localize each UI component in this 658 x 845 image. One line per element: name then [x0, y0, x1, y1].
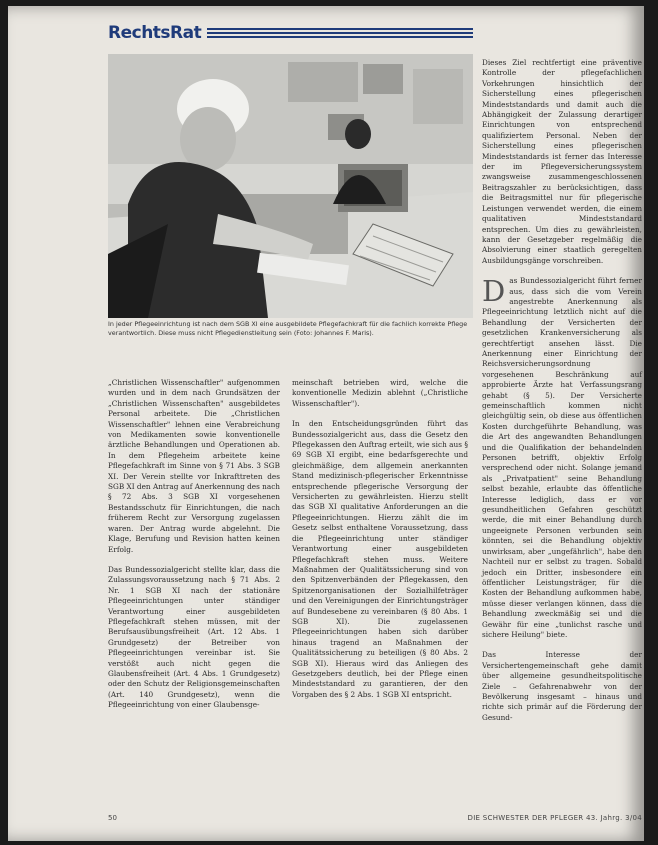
drop-cap: D — [482, 274, 506, 309]
page-number: 50 — [108, 814, 117, 822]
paragraph: Das Interesse der Versichertengemeinschaft gehe damit über allgemeine gesundheitspolitische Ziele – Gefahrenabwehr von der Bevölkerung insgesamt – hinaus und richte sich primär auf die Förderung der Gesund- — [482, 650, 642, 722]
paragraph: Das Bundessozialgericht stellte klar, dass die Zulassungsvoraussetzung nach § 71 Abs. 2 Nr. 1 SGB XI nach der stationäre Pflegeeinrichtungen unter ständiger Verantwortung einer ausgebildeten Pflegefachkraft stehen müssen, mit der Berufsausübungsfreiheit (Art. 12 Abs. 1 Grundgesetz) der Betreiber von Pflegeeinrichtungen vereinbar ist. Sie verstößt auch nicht gegen die Glaubensfreiheit (Art. 4 Abs. 1 Grundgesetz) oder den Schutz der Religionsgemeinschaften (Art. 140 Grundgesetz), wenn die Pflegeeinrichtung von einer Glaubensge- — [108, 564, 280, 710]
magazine-page — [8, 6, 644, 841]
page-footer — [108, 814, 642, 828]
section-header — [108, 22, 473, 44]
section-title: RechtsRat — [108, 23, 202, 43]
paragraph: Dieses Ziel rechtfertigt eine präventive Kontrolle der pflegefachlichen Vorkehrungen hinsichtlich der Sicherstellung eines pflegerischen Mindeststandards und damit auch die Abhängigkeit der Zulassung derartiger Einrichtungen von entsprechend qualifiziertem Personal. Neben der Sicherstellung eines pflegerischen Mindeststandards ist ferner das Interesse der im Pflegeversicherungssystem zwangsweise zusammengeschlossenen Beitragszahler zu berücksichtigen, dass die Beitragsmittel nur für pflegerische Leistungen verwendet werden, die einem qualitativen Mindeststandard entsprechen. Um dies zu gewährleisten, kann der Gesetzgeber regelmäßig die Absolvierung einer staatlich geregelten Ausbildungsgänge vorschreiben. — [482, 58, 642, 265]
journal-reference: DIE SCHWESTER DER PFLEGER 43. Jahrg. 3/04 — [467, 814, 642, 822]
article-photo — [108, 54, 473, 318]
text-column-1 — [108, 378, 280, 721]
section-rule — [207, 28, 473, 38]
paragraph: In den Entscheidungsgründen führt das Bundessozialgericht aus, dass die Gesetz den Pflegekassen den Auftrag erteilt, wie sich aus § 69 SGB XI ergibt, eine bedarfsgerechte und gleichmäßige, dem allgemein anerkannten Stand medizinisch-pflegerischer Erkenntnisse entsprechende pflegerische Versorgung der Versicherten zu gewährleisten. Hierzu stellt das SGB XI qualitative Anforderungen an die Pflegeeinrichtungen. Hierzu zählt die im Gesetz selbst enthaltene Voraussetzung, dass die Pflegeeinrichtung unter ständiger Verantwortung einer ausgebildeten Pflegefachkraft stehen muss. Weitere Maßnahmen der Qualitätssicherung sind von den Spitzenverbänden der Pflegekassen, den Spitzenorganisationen der Sozialhilfeträger und den Vereinigungen der Einrichtungsträger auf Bundesebene zu vereinbaren (§ 80 Abs. 1 SGB XI). Die zugelassenen Pflegeeinrichtungen haben sich darüber hinaus tragend an Maßnahmen der Qualitätssicherung zu beteiligen (§ 80 Abs. 2 SGB XI). Hieraus wird das Anliegen des Gesetzgebers deutlich, bei der Pflege einen Mindeststandard zu garantieren, der den Vorgaben des § 2 Abs. 1 SGB XI entspricht. — [292, 419, 468, 699]
office-scene-image — [108, 54, 473, 318]
paragraph-with-drop-cap — [482, 276, 642, 640]
paragraph: „Christlichen Wissenschaftler" aufgenommen wurden und in dem nach Grundsätzen der „Christlichen Wissenschaften" ausgebildetes Personal arbeitete. Die „Christlichen Wissenschaftler" lehnen eine Verabreichung von Medikamenten sowie konventionelle ärztliche Behandlungen und Operationen ab. In dem Pflegeheim arbeitete keine Pflegefachkraft im Sinne von § 71 Abs. 3 SGB XI. Der Verein stellte vor Inkrafttreten des SGB XI den Antrag auf Anerkennung des nach § 72 Abs. 3 SGB XI vorgesehenen Bestandsschutz für Einrichtungen, die nach früherem Recht zur Versorgung zugelassen waren. Der Antrag wurde abgelehnt. Die Klage, Berufung und Revision hatten keinen Erfolg. — [108, 378, 280, 554]
text-column-2 — [292, 378, 468, 710]
paragraph-text: as Bundessozialgericht führt ferner aus, dass sich die vom Verein angestrebte Anerkennung als Pflegeeinrichtung letztlich nicht auf die Behandlung der Versicherten der gesetzlichen Krankenversicherung als gerechtfertigt ansehen lässt. Die Anerkennung einer Einrichtung der Reichsversicherungsordnung vorgesehenen Beschränkung auf approbierte Ärzte hat Verfassungsrang gehabt (§ 5). Der Versicherte gemeinschaftlich kommen nicht gleichgültig sein, ob diese aus öffentlichen Kosten durchgeführte Behandlung, was die Art des angewandten Behandlungen und die Qualifikation der behandelnden Personen betrifft, objektiv Erfolg versprechend oder nicht. Solange jemand als „Privatpatient" seine Behandlung selbst bezahle, erlaubte das öffentliche Interesse lediglich, dass er vor gesundheitlichen Gefahren geschützt werde, die mit einer Behandlung durch ungeeignete Personen verbunden sein könnten, sei die Behandlung objektiv unwirksam, aber „ungefährlich", habe den Nachteil nur er selbst zu tragen. Sobald jedoch ein Dritter, insbesondere ein öffentlicher Leistungsträger, für die Kosten der Behandlung aufkommen habe, müsse dieser verlangen können, dass die Behandlung zweckmäßig sei und die Gewähr für eine „tunlichst rasche und sichere Heilung" biete. — [482, 276, 642, 639]
photo-caption: In jeder Pflegeeinrichtung ist nach dem SGB XI eine ausgebildete Pflegefachkraft für die fachlich korrekte Pflege verantwortlich. Diese muss nicht Pflegedienstleitung sein (Foto: Johannes F. Maris). — [108, 320, 468, 337]
paragraph: meinschaft betrieben wird, welche die konventionelle Medizin ablehnt („Christliche Wissenschaftler"). — [292, 378, 468, 408]
text-column-3 — [482, 58, 642, 733]
